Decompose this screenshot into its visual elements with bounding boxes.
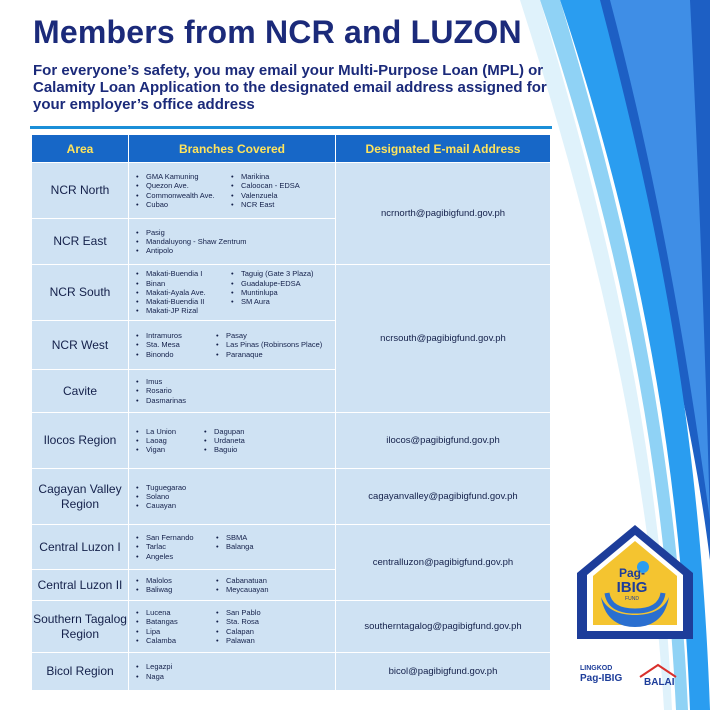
branch-item: • Sta. Rosa bbox=[215, 617, 331, 626]
branch-item: • Rosario bbox=[135, 386, 331, 395]
branch-item: • Antipolo bbox=[135, 246, 331, 255]
logo-lingkod: Pag-IBIG bbox=[580, 673, 623, 684]
branch-item: • Dagupan bbox=[203, 427, 331, 436]
branch-item: • Mandaluyong - Shaw Zentrum bbox=[135, 237, 331, 246]
branch-item: • Tuguegarao bbox=[135, 483, 331, 492]
divider bbox=[30, 126, 552, 129]
logo-line3: FUND bbox=[625, 596, 639, 602]
branches-cell bbox=[129, 469, 336, 525]
branch-item: • Palawan bbox=[215, 636, 331, 645]
branch-item: • Calamba bbox=[135, 636, 215, 645]
logo-line2: IBIG bbox=[616, 579, 648, 596]
area-cell: Central Luzon II bbox=[32, 570, 129, 601]
branch-item: • Solano bbox=[135, 492, 331, 501]
branches-cell bbox=[129, 525, 336, 570]
branch-item: • Calapan bbox=[215, 627, 331, 636]
branch-item: • Makati-JP Rizal bbox=[135, 306, 230, 315]
branch-item: • Marikina bbox=[230, 172, 331, 181]
page-title: Members from NCR and LUZON bbox=[33, 14, 522, 50]
branch-item: • Angeles bbox=[135, 552, 215, 561]
branch-item: • Cauayan bbox=[135, 501, 331, 510]
branch-item: • SM Aura bbox=[230, 297, 331, 306]
header-email: Designated E-mail Address bbox=[336, 135, 551, 163]
branch-item: • Commonwealth Ave. bbox=[135, 191, 230, 200]
branch-item: • Quezon Ave. bbox=[135, 181, 230, 190]
branch-item: • Meycauayan bbox=[215, 585, 331, 594]
branches-cell bbox=[129, 570, 336, 601]
branch-item: • Pasig bbox=[135, 228, 331, 237]
email-cell: southerntagalog@pagibigfund.gov.ph bbox=[336, 601, 551, 653]
table-row bbox=[32, 601, 551, 653]
branch-item: • Makati-Buendia I bbox=[135, 269, 230, 278]
branch-item: • Baliwag bbox=[135, 585, 215, 594]
area-cell: Bicol Region bbox=[32, 653, 129, 691]
page-subtitle: For everyone’s safety, you may email your Multi-Purpose Loan (MPL) or Calamity Loan Application to the designated email address assigned for your employer’s office address bbox=[33, 62, 547, 113]
area-cell: Cavite bbox=[32, 370, 129, 413]
branch-item: • Guadalupe-EDSA bbox=[230, 279, 331, 288]
branch-item: • Dasmarinas bbox=[135, 396, 331, 405]
area-cell: NCR West bbox=[32, 321, 129, 370]
email-directory-table bbox=[31, 134, 551, 691]
branch-item: • Baguio bbox=[203, 445, 331, 454]
table-row bbox=[32, 525, 551, 570]
branches-cell bbox=[129, 413, 336, 469]
email-cell: cagayanvalley@pagibigfund.gov.ph bbox=[336, 469, 551, 525]
branch-item: • San Fernando bbox=[135, 533, 215, 542]
branches-cell bbox=[129, 370, 336, 413]
branch-item: • Naga bbox=[135, 672, 331, 681]
header-branches: Branches Covered bbox=[129, 135, 336, 163]
branch-item: • Tarlac bbox=[135, 542, 215, 551]
branch-item: • Taguig (Gate 3 Plaza) bbox=[230, 269, 331, 278]
branch-item: • GMA Kamuning bbox=[135, 172, 230, 181]
branch-item: • Laoag bbox=[135, 436, 203, 445]
branch-item: • Paranaque bbox=[215, 350, 331, 359]
email-cell: centralluzon@pagibigfund.gov.ph bbox=[336, 525, 551, 601]
area-cell: Central Luzon I bbox=[32, 525, 129, 570]
logo-line1: Pag- bbox=[618, 566, 646, 580]
table-row bbox=[32, 265, 551, 321]
branch-item: • Las Pinas (Robinsons Place) bbox=[215, 340, 331, 349]
house-logo-icon bbox=[575, 523, 695, 641]
area-cell: Ilocos Region bbox=[32, 413, 129, 469]
branch-item: • Lucena bbox=[135, 608, 215, 617]
branch-item: • Cabanatuan bbox=[215, 576, 331, 585]
branch-item: • NCR East bbox=[230, 200, 331, 209]
email-cell: ilocos@pagibigfund.gov.ph bbox=[336, 413, 551, 469]
branches-cell bbox=[129, 321, 336, 370]
branch-item: • Valenzuela bbox=[230, 191, 331, 200]
branches-cell bbox=[129, 653, 336, 691]
email-cell: ncrnorth@pagibigfund.gov.ph bbox=[336, 163, 551, 265]
branch-item: • Malolos bbox=[135, 576, 215, 585]
logo-balai: BALAI bbox=[644, 677, 675, 688]
branch-item: • Sta. Mesa bbox=[135, 340, 215, 349]
branch-item: • Urdaneta bbox=[203, 436, 331, 445]
bottom-logos bbox=[578, 659, 698, 689]
header-row bbox=[32, 135, 551, 163]
table-row bbox=[32, 469, 551, 525]
branch-item: • Cubao bbox=[135, 200, 230, 209]
branch-item: • Batangas bbox=[135, 617, 215, 626]
table-row bbox=[32, 653, 551, 691]
branch-item: • Imus bbox=[135, 377, 331, 386]
branches-cell bbox=[129, 163, 336, 219]
branch-item: • Balanga bbox=[215, 542, 331, 551]
email-cell: ncrsouth@pagibigfund.gov.ph bbox=[336, 265, 551, 413]
area-cell: Cagayan Valley Region bbox=[32, 469, 129, 525]
table-row bbox=[32, 413, 551, 469]
branch-item: • Makati-Buendia II bbox=[135, 297, 230, 306]
branch-item: • San Pablo bbox=[215, 608, 331, 617]
branch-item: • Binan bbox=[135, 279, 230, 288]
branch-item: • La Union bbox=[135, 427, 203, 436]
area-cell: NCR East bbox=[32, 219, 129, 265]
branch-item: • SBMA bbox=[215, 533, 331, 542]
branch-item: • Muntinlupa bbox=[230, 288, 331, 297]
branch-item: • Pasay bbox=[215, 331, 331, 340]
branch-item: • Caloocan - EDSA bbox=[230, 181, 331, 190]
logo-lingkod-top: LINGKOD bbox=[580, 665, 613, 672]
branch-item: • Lipa bbox=[135, 627, 215, 636]
area-cell: Southern Tagalog Region bbox=[32, 601, 129, 653]
area-cell: NCR North bbox=[32, 163, 129, 219]
email-cell: bicol@pagibigfund.gov.ph bbox=[336, 653, 551, 691]
area-cell: NCR South bbox=[32, 265, 129, 321]
branch-item: • Makati-Ayala Ave. bbox=[135, 288, 230, 297]
branch-item: • Vigan bbox=[135, 445, 203, 454]
table-row bbox=[32, 163, 551, 219]
branch-item: • Binondo bbox=[135, 350, 215, 359]
branches-cell bbox=[129, 265, 336, 321]
branch-item: • Intramuros bbox=[135, 331, 215, 340]
header-area: Area bbox=[32, 135, 129, 163]
branch-item: • Legazpi bbox=[135, 662, 331, 671]
branches-cell bbox=[129, 601, 336, 653]
branches-cell bbox=[129, 219, 336, 265]
